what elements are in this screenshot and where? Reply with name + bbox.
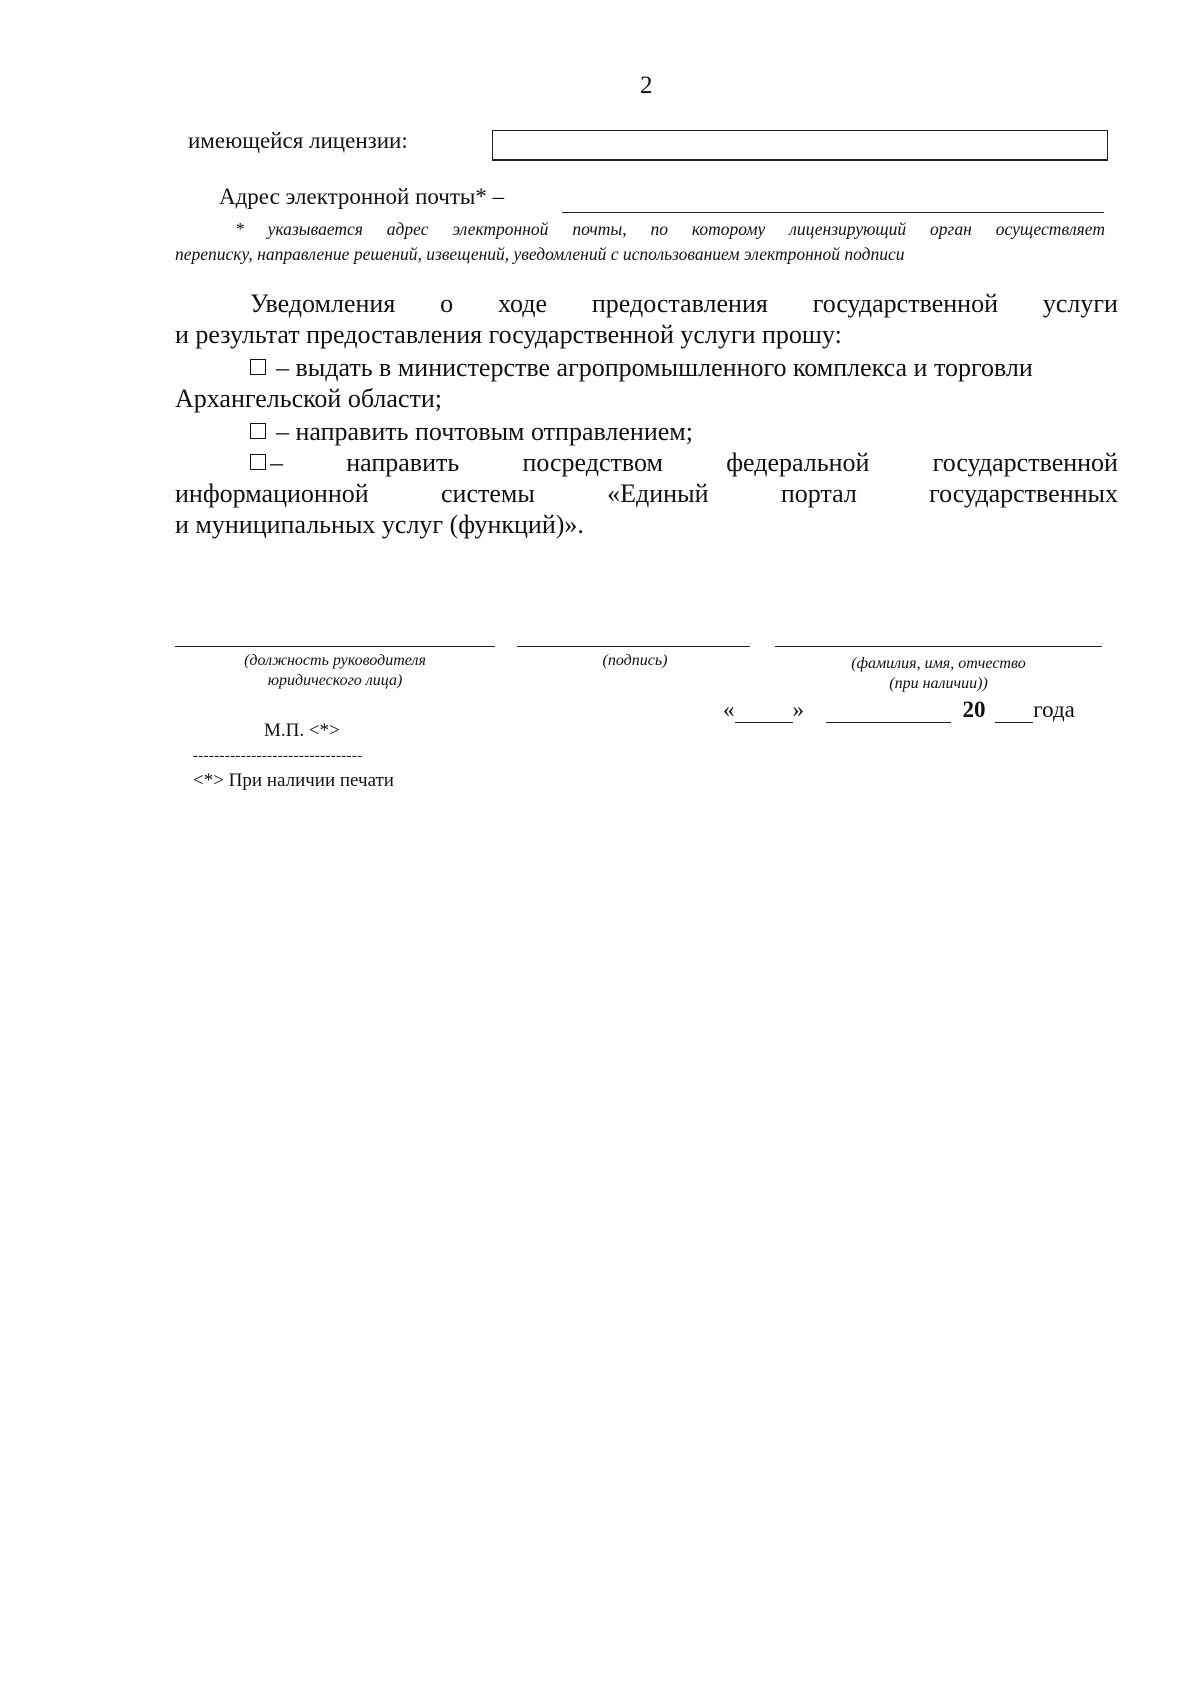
- position-caption: [175, 651, 495, 691]
- date-field: [723, 697, 1075, 723]
- license-label: имеющейся лицензии:: [188, 128, 408, 153]
- word: о: [440, 289, 454, 318]
- option-post-label: – направить почтовым отправлением;: [276, 417, 693, 446]
- word: государственной: [932, 448, 1118, 477]
- option-issue-at-ministry-line2: Архангельской области;: [175, 384, 442, 413]
- word: государственной: [812, 289, 998, 318]
- position-caption-line2: юридического лица): [267, 672, 403, 689]
- option-post: [250, 416, 1118, 447]
- seal-footnote: <*> При наличии печати: [193, 770, 394, 791]
- word: посредством: [522, 448, 663, 477]
- option-issue-at-ministry-checkbox[interactable]: [250, 359, 266, 375]
- notifications-line1: [250, 288, 1118, 319]
- option-post-checkbox[interactable]: [250, 423, 266, 439]
- word: системы: [441, 479, 535, 508]
- date-close-quote: »: [792, 697, 804, 722]
- word: государственных: [929, 479, 1118, 508]
- name-caption-line2: (при наличии)): [889, 675, 988, 692]
- name-caption: [775, 654, 1102, 694]
- date-month-field[interactable]: [826, 700, 951, 723]
- license-field[interactable]: [492, 130, 1108, 161]
- page-number: 2: [640, 72, 653, 99]
- option-portal-dash: –: [250, 447, 283, 478]
- signature-line[interactable]: [517, 646, 750, 647]
- date-year-field[interactable]: [995, 700, 1033, 723]
- notifications-line2: и результат предоставления государственной услуги прошу:: [175, 320, 842, 349]
- email-footnote-line2: переписку, направление решений, извещений, уведомлений с использованием электронной подписи: [175, 244, 905, 264]
- option-portal-line2: [175, 478, 1118, 509]
- name-signature-line[interactable]: [775, 646, 1102, 647]
- email-label: Адрес электронной почты* –: [219, 184, 505, 209]
- word: ходе: [497, 289, 548, 318]
- word: направить: [346, 448, 460, 477]
- email-footnote: [175, 217, 1105, 267]
- email-field[interactable]: [562, 212, 1104, 213]
- option-portal-line1: [250, 447, 1118, 478]
- signature-caption: (подпись): [602, 652, 668, 669]
- option-issue-at-ministry: [250, 352, 1118, 383]
- email-footnote-line1: * указывается адрес электронной почты, по которому лицензирующий орган осуществляет: [235, 219, 1105, 239]
- word: услуги: [1042, 289, 1118, 318]
- date-suffix: года: [1033, 697, 1075, 722]
- name-caption-line1: (фамилия, имя, отчество: [851, 655, 1026, 672]
- word: предоставления: [591, 289, 768, 318]
- word: федеральной: [726, 448, 870, 477]
- option-issue-at-ministry-label: – выдать в министерстве агропромышленного комплекса и торговли: [276, 353, 1033, 382]
- word: «Единый: [607, 479, 709, 508]
- word: информационной: [175, 479, 369, 508]
- word: портал: [780, 479, 857, 508]
- date-day-field[interactable]: [735, 700, 793, 723]
- seal-divider: --------------------------------: [193, 748, 363, 764]
- option-portal-line3: и муниципальных услуг (функций)».: [175, 510, 584, 539]
- seal-label: М.П. <*>: [264, 720, 340, 741]
- option-portal-checkbox[interactable]: [250, 454, 266, 470]
- word: Уведомления: [250, 289, 396, 318]
- date-open-quote: «: [723, 697, 735, 722]
- position-signature-line[interactable]: [175, 646, 495, 647]
- date-year-prefix: 20: [962, 697, 986, 722]
- position-caption-line1: (должность руководителя: [244, 652, 426, 669]
